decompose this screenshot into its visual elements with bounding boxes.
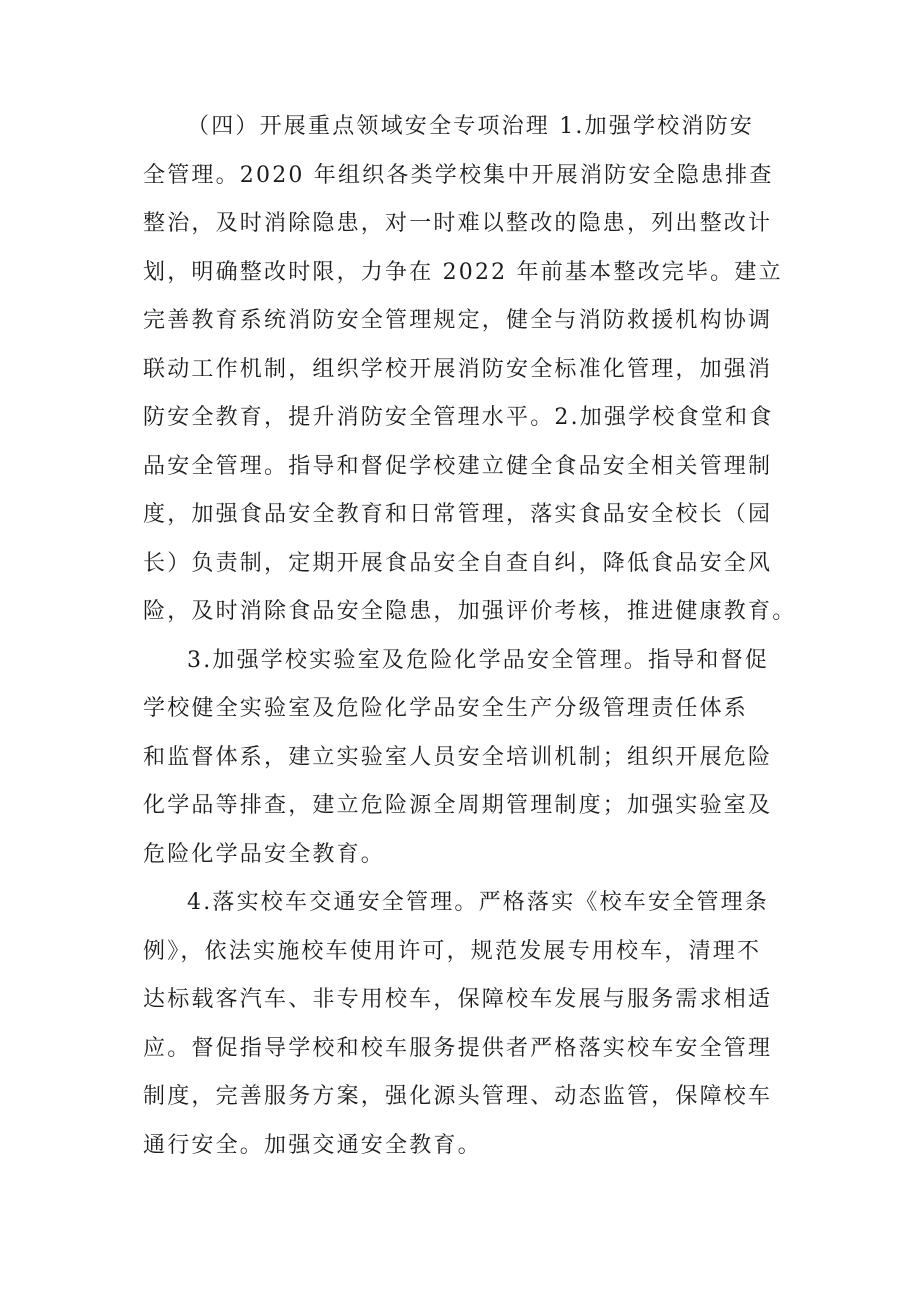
paragraph-lab-chemical-safety	[143, 637, 783, 880]
text-line: 整治，及时消除隐患，对一时难以整改的隐患，列出整改计	[143, 211, 773, 236]
text-line: 通行安全。加强交通安全教育。	[143, 1132, 482, 1158]
text-line: 完善教育系统消防安全管理规定，健全与消防救援机构协调	[143, 308, 773, 333]
text-line: （四）开展重点领域安全专项治理 1.加强学校消防安	[187, 114, 754, 139]
text-line: 化学品等排查，建立危险源全周期管理制度；加强实验室及	[143, 793, 773, 818]
text-line: 划，明确整改时限，力争在 2022 年前基本整改完毕。建立	[143, 259, 783, 285]
text-line: 险，及时消除食品安全隐患，加强评价考核，推进健康教育。	[143, 599, 797, 624]
document-body	[143, 103, 797, 1170]
text-line: 长）负责制，定期开展食品安全自查自纠，降低食品安全风	[143, 550, 773, 576]
text-line: 达标载客汽车、非专用校车，保障校车发展与服务需求相适	[143, 987, 773, 1012]
text-line: 应。督促指导学校和校车服务提供者严格落实校车安全管理	[143, 1035, 773, 1061]
text-line: 品安全管理。指导和督促学校建立健全食品安全相关管理制	[143, 453, 773, 479]
text-line: 危险化学品安全教育。	[143, 841, 386, 867]
text-line: 学校健全实验室及危险化学品安全生产分级管理责任体系	[143, 696, 749, 721]
text-line: 4.落实校车交通安全管理。严格落实《校车安全管理条	[187, 890, 769, 915]
text-line: 联动工作机制，组织学校开展消防安全标准化管理，加强消	[143, 356, 773, 382]
text-line: 3.加强学校实验室及危险化学品安全管理。指导和督促	[187, 647, 769, 673]
paragraph-fire-food-safety	[143, 103, 797, 637]
text-line: 和监督体系，建立实验室人员安全培训机制；组织开展危险	[143, 744, 773, 770]
text-line: 制度，完善服务方案，强化源头管理、动态监管，保障校车	[143, 1084, 773, 1109]
text-line: 全管理。2020 年组织各类学校集中开展消防安全隐患排查	[143, 162, 774, 188]
text-line: 防安全教育，提升消防安全管理水平。2.加强学校食堂和食	[143, 405, 774, 430]
text-line: 例》，依法实施校车使用许可，规范发展专用校车，清理不	[143, 938, 762, 964]
paragraph-school-bus-safety	[143, 879, 783, 1170]
text-line: 度，加强食品安全教育和日常管理，落实食品安全校长（园	[143, 502, 773, 527]
